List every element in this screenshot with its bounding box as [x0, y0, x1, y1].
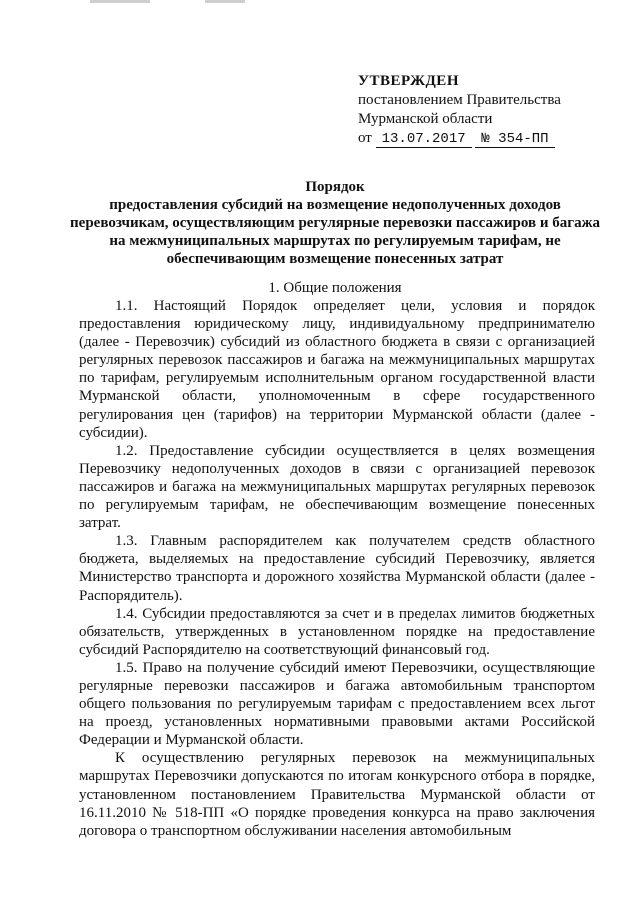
paragraph: 1.4. Субсидии предоставляются за счет и в пределах лимитов бюджетных обязательств, утвержденных в установленном порядке на предоставление субсидий Распорядителю на соответствующий финансовый год. [79, 605, 595, 658]
approval-date-line [358, 129, 561, 149]
approval-line: Мурманской области [358, 111, 493, 127]
approval-title: УТВЕРЖДЕН [358, 73, 459, 89]
approval-stamp [358, 72, 561, 149]
scan-artifact [205, 0, 245, 3]
document-subtitle: предоставления субсидий на возмещение недополученных доходов перевозчикам, осуществляющим регулярные перевозки пассажиров и багажа на межмуниципальных маршрутах по регулируемым тарифам, не обеспечивающим возмещение понесенных затрат [70, 197, 600, 267]
paragraph: 1.2. Предоставление субсидии осуществляется в целях возмещения Перевозчику недополученных доходов в связи с организацией перевозок пассажиров и багажа на межмуниципальных маршрутах регулярных перевозок по регулируемым тарифам, не обеспечивающим возмещение понесенных затрат. [79, 442, 595, 532]
paragraph: 1.3. Главным распорядителем как получателем средств областного бюджета, выделяемых на предоставление субсидий Перевозчику, является Министерство транспорта и дорожного хозяйства Мурманской области (далее - Распорядитель). [79, 533, 595, 604]
document-title: Порядок [305, 179, 365, 195]
document-heading [70, 178, 600, 268]
approval-line: постановлением Правительства [358, 92, 561, 108]
paragraph: 1.1. Настоящий Порядок определяет цели, условия и порядок предоставления юридическому лицу, индивидуальному предпринимателю (далее - Перевозчик) субсидий из областного бюджета в связи с организацией регулярных перевозок пассажиров и багажа на межмуниципальных маршрутах по тарифам, регулируемым исполнительным органом государственной власти Мурманской области, уполномоченным в сфере государственного регулирования цен (тарифов) на территории Мурманской области (далее - субсидии). [79, 298, 595, 441]
section-title: 1. Общие положения [268, 280, 402, 296]
document-body [79, 297, 595, 840]
paragraph: 1.5. Право на получение субсидий имеют Перевозчики, осуществляющие регулярные перевозки пассажиров и багажа автомобильным транспортом общего пользования по регулируемым тарифам с предоставлением всех льгот на проезд, установленных нормативными правовыми актами Российской Федерации и Мурманской области. [79, 659, 595, 749]
scan-artifact [90, 0, 150, 3]
from-label: от [358, 130, 372, 146]
approval-date: 13.07.2017 [376, 131, 472, 148]
approval-number: № 354-ПП [475, 131, 554, 148]
paragraph: К осуществлению регулярных перевозок на межмуниципальных маршрутах Перевозчики допускаются по итогам конкурсного отбора в порядке, установленном постановлением Правительства Мурманской области от 16.11.2010 № 518-ПП «О порядке проведения конкурса на право заключения договора о транспортном обслуживании населения автомобильным [79, 750, 595, 839]
